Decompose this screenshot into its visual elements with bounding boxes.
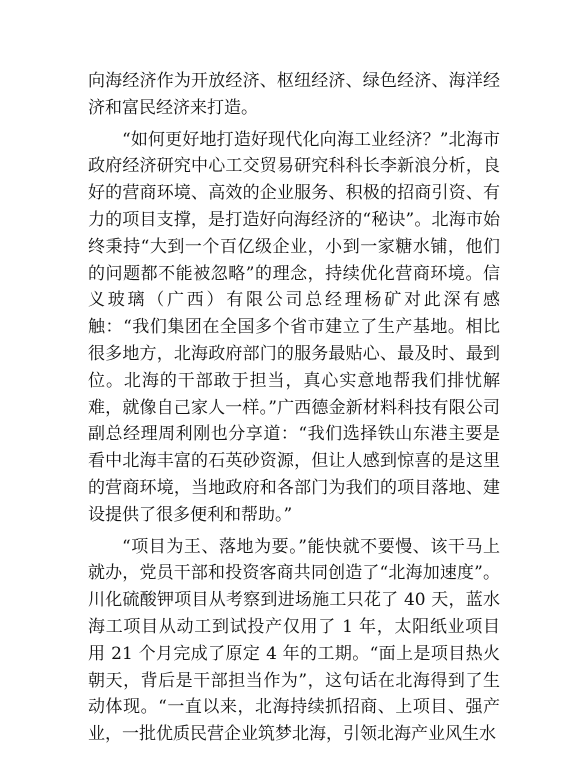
body-text <box>88 68 500 753</box>
paragraph-continued: 向海经济作为开放经济、枢纽经济、绿色经济、海洋经济和富民经济来打造。 <box>88 71 500 118</box>
paragraph-business-environment: “如何更好地打造好现代化向海工业经济？”北海市政府经济研究中心工交贸易研究科科长李新浪分析，良好的营商环境、高效的企业服务、积极的招商引资、有力的项目支撑，是打造好向海经济的“秘诀”。北海市始终秉持“大到一个百亿级企业，小到一家糖水铺，他们的问题都不能被忽略”的理念，持续优化营商环境。信义玻璃（广西）有限公司总经理杨矿对此深有感触：“我们集团在全国多个省市建立了生产基地。相比很多地方，北海政府部门的服务最贴心、最及时、最到位。北海的干部敢于担当，真心实意地帮我们排忧解难，就像自己家人一样。”广西德金新材料科技有限公司副总经理周利刚也分享道：“我们选择铁山东港主要是看中北海丰富的石英砂资源，但让人感到惊喜的是这里的营商环境，当地政府和各部门为我们的项目落地、建设提供了很多便利和帮助。” <box>88 129 500 525</box>
paragraph-project-speed: “项目为王、落地为要。”能快就不要慢、该干马上就办，党员干部和投资客商共同创造了“北海加速度”。川化硫酸钾项目从考察到进场施工只花了 40 天，蓝水海工项目从动工到试投产仅用了 1 年，太阳纸业项目用 21 个月完成了原定 4 年的工期。“面上是项目热火朝天，背后是干部担当作为”，这句话在北海得到了生动体现。“一直以来，北海持续抓招商、上项目、强产业，一批优质民营企业筑梦北海，引领北海产业风生水 <box>88 536 500 745</box>
